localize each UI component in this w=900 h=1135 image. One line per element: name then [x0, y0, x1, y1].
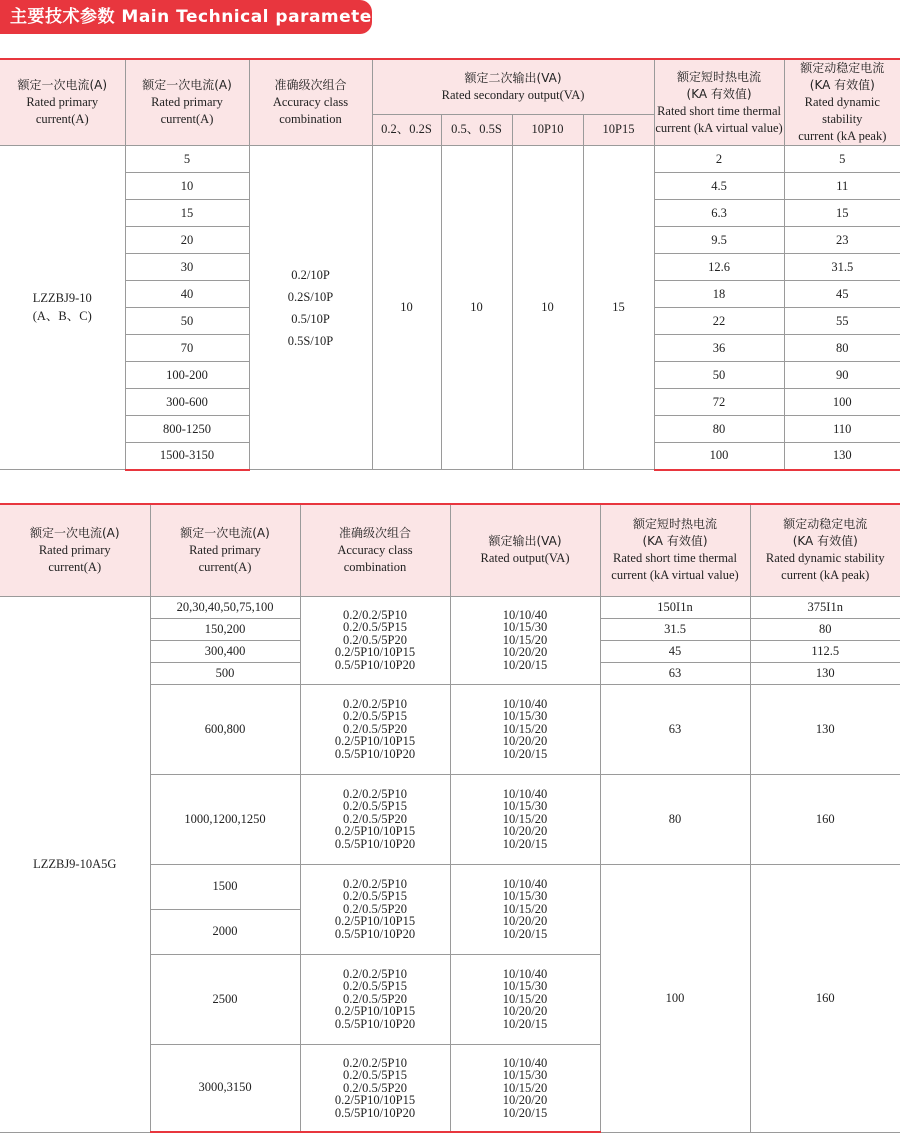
thermal-cell: 6.3: [654, 200, 784, 227]
thermal-cell: 2: [654, 146, 784, 173]
thermal-cell: 80: [600, 774, 750, 864]
dynamic-cell: 15: [784, 200, 900, 227]
dynamic-cell: 130: [750, 662, 900, 684]
header-short-time-thermal: 额定短时热电流 (KA 有效值) Rated short time thermal current (kA virtual value): [600, 504, 750, 596]
header-rated-primary-1: 额定一次电流(A) Rated primary current(A): [0, 59, 125, 146]
output-cell: 10/10/40 10/15/30 10/15/20 10/20/20 10/20/15: [450, 596, 600, 684]
dynamic-cell: 80: [750, 618, 900, 640]
header-rated-output: 额定输出(VA) Rated output(VA): [450, 504, 600, 596]
thermal-cell: 100: [600, 864, 750, 1132]
dynamic-cell: 375I1n: [750, 596, 900, 618]
thermal-cell: 80: [654, 416, 784, 443]
subheader-output: 0.2、0.2S: [372, 114, 441, 145]
output-cell: 10/10/40 10/15/30 10/15/20 10/20/20 10/20/15: [450, 774, 600, 864]
thermal-cell: 22: [654, 308, 784, 335]
primary-cell: 50: [125, 308, 249, 335]
dynamic-cell: 31.5: [784, 254, 900, 281]
subheader-output: 10P15: [583, 114, 654, 145]
primary-cell: 1000,1200,1250: [150, 774, 300, 864]
thermal-cell: 72: [654, 389, 784, 416]
header-accuracy-class: 准确级次组合 Accuracy class combination: [249, 59, 372, 146]
primary-cell: 2500: [150, 954, 300, 1044]
dynamic-cell: 45: [784, 281, 900, 308]
dynamic-cell: 5: [784, 146, 900, 173]
spec-table-lzzbj9-10a5g: [0, 503, 900, 1133]
thermal-cell: 36: [654, 335, 784, 362]
accuracy-cell: 0.2/0.2/5P10 0.2/0.5/5P15 0.2/0.5/5P20 0.2/5P10/10P15 0.5/5P10/10P20: [300, 954, 450, 1044]
primary-cell: 20,30,40,50,75,100: [150, 596, 300, 618]
dynamic-cell: 160: [750, 774, 900, 864]
primary-cell: 150,200: [150, 618, 300, 640]
primary-cell: 70: [125, 335, 249, 362]
output-cell: 10: [512, 146, 583, 470]
dynamic-cell: 55: [784, 308, 900, 335]
table-row: [0, 596, 900, 618]
primary-cell: 5: [125, 146, 249, 173]
header-rated-primary-1: 额定一次电流(A) Rated primary current(A): [0, 504, 150, 596]
primary-cell: 100-200: [125, 362, 249, 389]
dynamic-cell: 23: [784, 227, 900, 254]
primary-cell: 300-600: [125, 389, 249, 416]
thermal-cell: 63: [600, 684, 750, 774]
accuracy-cell: 0.2/10P 0.2S/10P 0.5/10P 0.5S/10P: [249, 146, 372, 470]
accuracy-cell: 0.2/0.2/5P10 0.2/0.5/5P15 0.2/0.5/5P20 0.2/5P10/10P15 0.5/5P10/10P20: [300, 864, 450, 954]
header-rated-primary-2: 额定一次电流(A) Rated primary current(A): [125, 59, 249, 146]
section-title-banner: 主要技术参数 Main Technical parameter: [0, 0, 372, 34]
dynamic-cell: 110: [784, 416, 900, 443]
thermal-cell: 100: [654, 443, 784, 470]
thermal-cell: 31.5: [600, 618, 750, 640]
primary-cell: 40: [125, 281, 249, 308]
dynamic-cell: 11: [784, 173, 900, 200]
primary-cell: 30: [125, 254, 249, 281]
primary-cell: 10: [125, 173, 249, 200]
thermal-cell: 50: [654, 362, 784, 389]
output-cell: 10: [372, 146, 441, 470]
dynamic-cell: 80: [784, 335, 900, 362]
output-cell: 10/10/40 10/15/30 10/15/20 10/20/20 10/20/15: [450, 1044, 600, 1132]
output-cell: 15: [583, 146, 654, 470]
thermal-cell: 18: [654, 281, 784, 308]
primary-cell: 20: [125, 227, 249, 254]
header-secondary-output: 额定二次输出(VA) Rated secondary output(VA): [372, 59, 654, 114]
primary-cell: 800-1250: [125, 416, 249, 443]
primary-cell: 15: [125, 200, 249, 227]
dynamic-cell: 130: [784, 443, 900, 470]
thermal-cell: 4.5: [654, 173, 784, 200]
accuracy-cell: 0.2/0.2/5P10 0.2/0.5/5P15 0.2/0.5/5P20 0.2/5P10/10P15 0.5/5P10/10P20: [300, 774, 450, 864]
primary-cell: 1500-3150: [125, 443, 249, 470]
subheader-output: 0.5、0.5S: [441, 114, 512, 145]
output-cell: 10/10/40 10/15/30 10/15/20 10/20/20 10/20/15: [450, 684, 600, 774]
accuracy-cell: 0.2/0.2/5P10 0.2/0.5/5P15 0.2/0.5/5P20 0.2/5P10/10P15 0.5/5P10/10P20: [300, 1044, 450, 1132]
output-cell: 10/10/40 10/15/30 10/15/20 10/20/20 10/20/15: [450, 864, 600, 954]
primary-cell: 1500: [150, 864, 300, 909]
table-row: [0, 146, 900, 173]
accuracy-cell: 0.2/0.2/5P10 0.2/0.5/5P15 0.2/0.5/5P20 0.2/5P10/10P15 0.5/5P10/10P20: [300, 684, 450, 774]
dynamic-cell: 130: [750, 684, 900, 774]
thermal-cell: 63: [600, 662, 750, 684]
model-cell: LZZBJ9-10A5G: [0, 596, 150, 1132]
output-cell: 10/10/40 10/15/30 10/15/20 10/20/20 10/20/15: [450, 954, 600, 1044]
dynamic-cell: 100: [784, 389, 900, 416]
primary-cell: 2000: [150, 909, 300, 954]
primary-cell: 3000,3150: [150, 1044, 300, 1132]
header-accuracy-class: 准确级次组合 Accuracy class combination: [300, 504, 450, 596]
thermal-cell: 12.6: [654, 254, 784, 281]
primary-cell: 300,400: [150, 640, 300, 662]
dynamic-cell: 90: [784, 362, 900, 389]
header-dynamic-stability: 额定动稳定电流 (KA 有效值) Rated dynamic stability current (kA peak): [750, 504, 900, 596]
header-rated-primary-2: 额定一次电流(A) Rated primary current(A): [150, 504, 300, 596]
header-short-time-thermal: 额定短时热电流 (KA 有效值) Rated short time thermal current (kA virtual value): [654, 59, 784, 146]
dynamic-cell: 160: [750, 864, 900, 1132]
model-cell: LZZBJ9-10 (A、B、C): [0, 146, 125, 470]
header-dynamic-stability: 额定动稳定电流 (KA 有效值) Rated dynamic stability current (kA peak): [784, 59, 900, 146]
output-cell: 10: [441, 146, 512, 470]
primary-cell: 500: [150, 662, 300, 684]
spec-table-lzzbj9-10: [0, 58, 900, 471]
dynamic-cell: 112.5: [750, 640, 900, 662]
accuracy-cell: 0.2/0.2/5P10 0.2/0.5/5P15 0.2/0.5/5P20 0.2/5P10/10P15 0.5/5P10/10P20: [300, 596, 450, 684]
thermal-cell: 45: [600, 640, 750, 662]
thermal-cell: 150I1n: [600, 596, 750, 618]
primary-cell: 600,800: [150, 684, 300, 774]
subheader-output: 10P10: [512, 114, 583, 145]
thermal-cell: 9.5: [654, 227, 784, 254]
